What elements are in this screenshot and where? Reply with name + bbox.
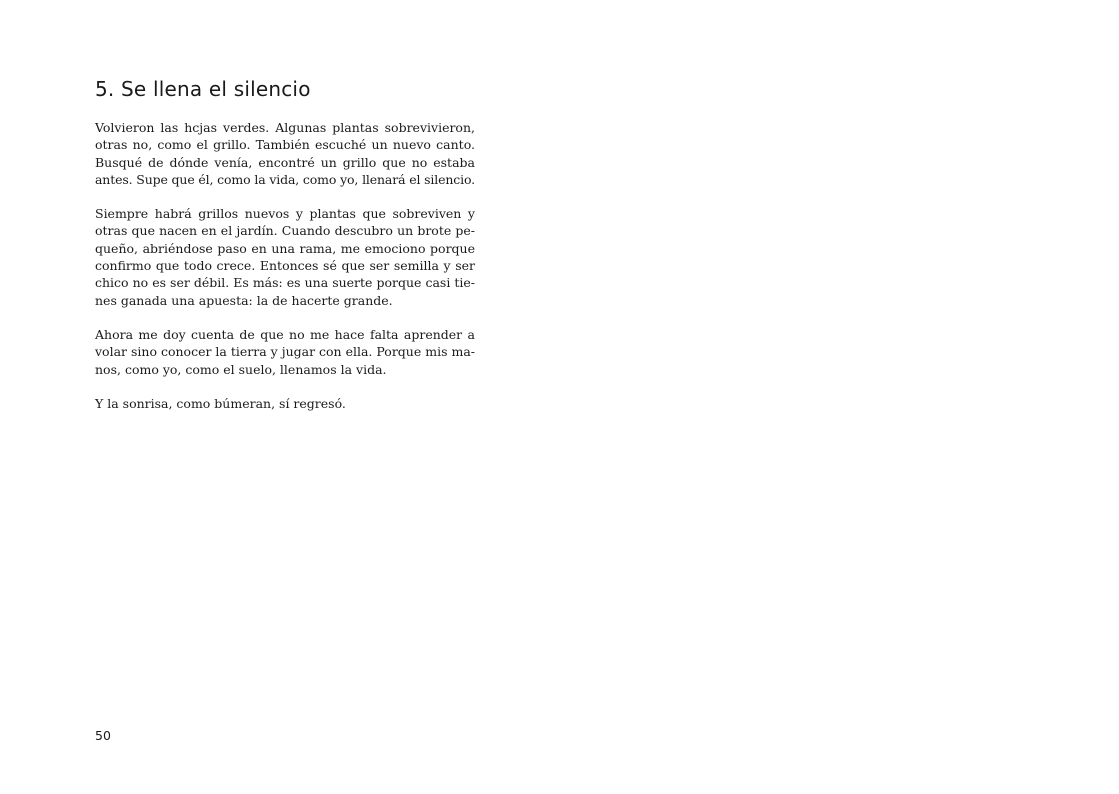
paragraph-2 [95,205,475,309]
text-line: Y la sonrisa, como búmeran, sí regresó. [95,395,346,411]
paragraph-1 [95,119,475,188]
text-line: Volvieron las hcjas verdes. Algunas plantas sobrevivieron, [95,120,475,135]
text-line: volar sino conocer la tierra y jugar con ella. Porque mis ma- [95,344,475,360]
text-line: nes ganada una apuesta: la de hacerte grande. [95,292,393,308]
text-line: otras no, como el grillo. También escuché un nuevo canto. [95,137,475,153]
body-text [95,119,475,429]
text-line: Ahora me doy cuenta de que no me hace falta aprender a [95,326,475,342]
text-line: Siempre habrá grillos nuevos y plantas que sobreviven y [95,206,475,222]
text-line: antes. Supe que él, como la vida, como yo, llenará el silencio. [95,171,476,187]
text-line: chico no es ser débil. Es más: es una suerte porque casi tie- [95,275,475,291]
paragraph-4 [95,395,475,412]
text-line: otras que nacen en el jardín. Cuando descubro un brote pe- [95,223,475,239]
text-line: nos, como yo, como el suelo, llenamos la vida. [95,361,387,377]
text-line: queño, abriéndose paso en una rama, me emociono porque [95,240,475,256]
paragraph-3 [95,326,475,378]
text-line: Busqué de dónde venía, encontré un grillo que no estaba [95,154,475,170]
page-number: 50 [95,728,111,743]
text-line: confirmo que todo crece. Entonces sé que ser semilla y ser [95,258,475,274]
chapter-title: 5. Se llena el silencio [95,77,311,101]
